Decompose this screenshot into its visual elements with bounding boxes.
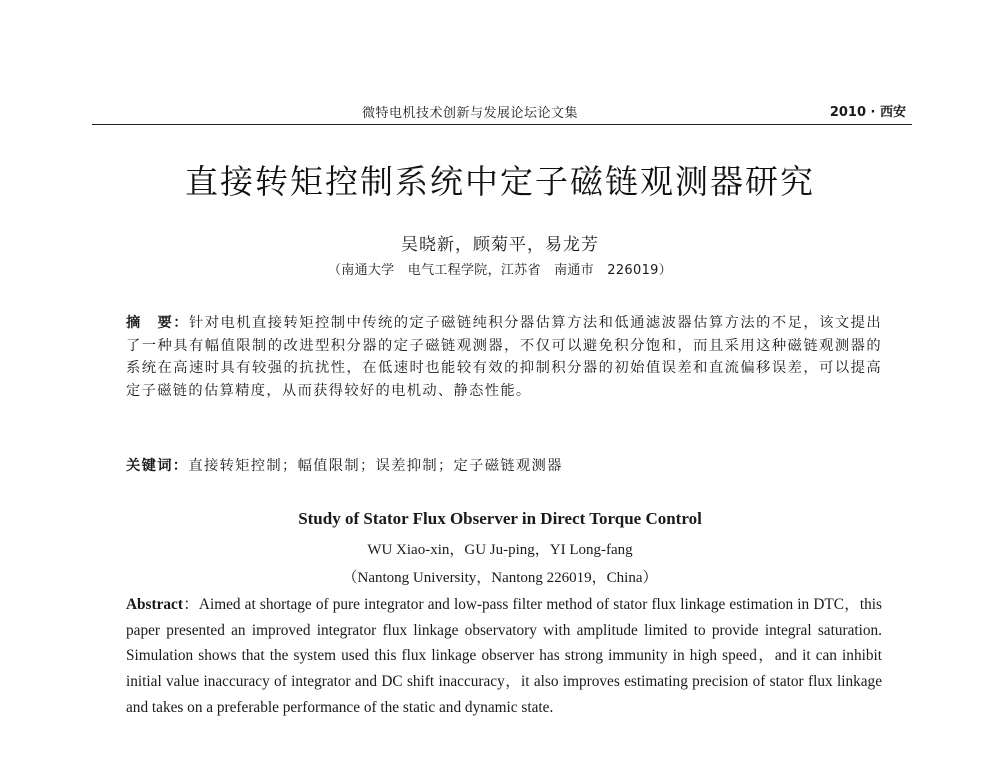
authors-cn: 吴晓新，顾菊平，易龙芳 (401, 235, 599, 255)
abstract-cn (126, 312, 882, 402)
running-header (92, 96, 912, 125)
journal-title: 微特电机技术创新与发展论坛论文集 (362, 106, 579, 121)
abstract-cn-label: 摘 要： (126, 315, 190, 331)
keywords-cn (126, 455, 882, 475)
abstract-en-text: ：Aimed at shortage of pure integrator and low-pass filter method of stator flux linkage estimation in DTC，this paper presented an improved integrator flux linkage observatory with amplitude limited to provide integral saturation. Simulation shows that the system used this flux linkage observer has strong immunity in high speed，and it can inhibit initial value inaccuracy of integrator and DC shift inaccuracy，it also improves estimating precision of stator flux linkage and takes on a preferable performance of the static and dynamic state. (126, 596, 882, 716)
affiliation-cn: （南通大学 电气工程学院，江苏省 南通市 226019） (327, 263, 673, 278)
keywords-cn-label: 关键词： (126, 458, 189, 474)
affiliation-en: （Nantong University，Nantong 226019，China） (342, 570, 658, 586)
abstract-en (126, 592, 882, 721)
abstract-en-label: Abstract (126, 596, 183, 613)
abstract-cn-text: 针对电机直接转矩控制中传统的定子磁链纯积分器估算方法和低通滤波器估算方法的不足，该文提出了一种具有幅值限制的改进型积分器的定子磁链观测器，不仅可以避免积分饱和，而且采用这种磁链观测器的系统在高速时具有较强的抗扰性，在低速时也能较有效的抑制积分器的初始值误差和直流偏移误差，可以提高定子磁链的估算精度，从而获得较好的电机动、静态性能。 (126, 315, 882, 399)
keywords-cn-text: 直接转矩控制；幅值限制；误差抑制；定子磁链观测器 (188, 458, 563, 474)
issue-label: 2010 · 西安 (829, 105, 906, 120)
authors-en: WU Xiao-xin，GU Ju-ping，YI Long-fang (367, 542, 633, 558)
paper-title-en: Study of Stator Flux Observer in Direct Torque Control (298, 509, 702, 528)
paper-title-cn: 直接转矩控制系统中定子磁链观测器研究 (185, 162, 815, 201)
